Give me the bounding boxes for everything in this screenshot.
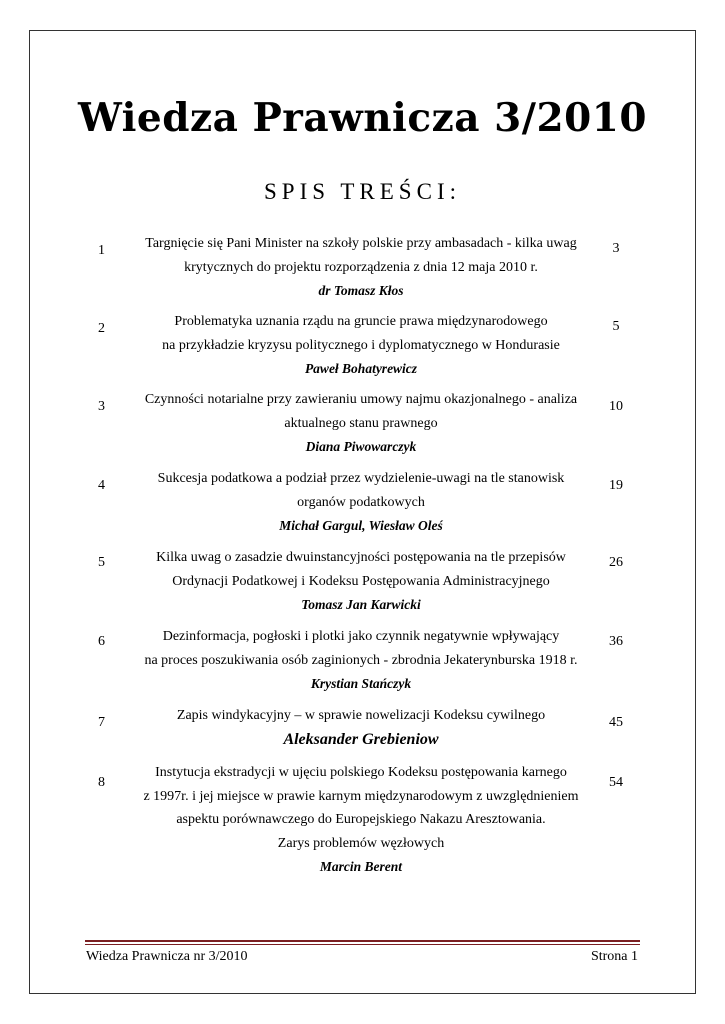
entry-page-number: 3 [612,241,620,256]
footer-journal-name: Wiedza Prawnicza nr 3/2010 [86,949,248,964]
entry-title-line: Instytucja ekstradycji w ujęciu polskiego Kodeksu postępowania karnego [155,765,567,780]
entry-title-line: Dezinformacja, pogłoski i plotki jako czynnik negatywnie wpływający [162,629,560,644]
entry-title-line: na proces poszukiwania osób zaginionych - zbrodnia Jekaterynburska 1918 r. [144,652,578,668]
entry-author: Diana Piwowarczyk [305,439,417,454]
entry-author: dr Tomasz Kłos [318,283,404,298]
entry-body [130,761,592,878]
entry-page-number: 54 [609,775,623,790]
entry-number: 8 [98,775,105,790]
entry-title-line: aspektu porównawczego do Europejskiego Nakazu Aresztowania. [176,812,546,827]
entry-body [130,546,592,616]
entry-title-line: aktualnego stanu prawnego [284,415,438,431]
footer-page-label: Strona 1 [590,949,638,964]
entry-page-number: 19 [609,478,623,493]
entry-title-line: Problematyka uznania rządu na gruncie prawa międzynarodowego [174,314,548,329]
entry-number: 6 [98,634,105,649]
entry-title-line: Targnięcie się Pani Minister na szkoły polskie przy ambasadach - kilka uwag [145,236,577,251]
entry-body [130,467,592,537]
entry-number: 7 [98,715,105,730]
entry-author: Tomasz Jan Karwicki [301,597,421,612]
entry-page-number: 5 [612,319,620,334]
entry-body [130,310,592,380]
entry-title-line: na przykładzie kryzysu politycznego i dyplomatycznego w Hondurasie [162,337,560,353]
entry-author: Aleksander Grebieniow [283,730,439,748]
entry-number: 3 [98,399,105,414]
entry-number: 5 [98,555,105,570]
entry-body [130,232,592,302]
entry-body [130,625,592,695]
entry-number: 4 [98,478,105,493]
entry-number: 2 [98,321,105,336]
entry-author: Michał Gargul, Wiesław Oleś [279,518,443,533]
entry-title-line: Zapis windykacyjny – w sprawie nowelizacji Kodeksu cywilnego [176,708,546,723]
entry-title-line: Zarys problemów węzłowych [277,835,445,851]
entry-page-number: 36 [609,634,623,649]
entry-page-number: 45 [609,715,623,730]
entry-title-line: Ordynacji Podatkowej i Kodeksu Postępowania Administracyjnego [172,573,550,589]
entry-number: 1 [98,243,105,258]
entry-title-line: organów podatkowych [297,494,425,510]
table-of-contents-heading: SPIS TREŚCI: [264,179,461,204]
entry-title-line: Sukcesja podatkowa a podział przez wydzielenie-uwagi na tle stanowisk [157,471,565,486]
entry-author: Marcin Berent [319,859,403,874]
footer-rule [85,944,640,945]
footer-rule [85,940,640,942]
entry-title-line: Czynności notarialne przy zawieraniu umowy najmu okazjonalnego - analiza [144,392,578,407]
entry-title-line: z 1997r. i jej miejsce w prawie karnym międzynarodowym z uwzględnieniem [143,788,579,804]
entry-title-line: krytycznych do projektu rozporządzenia z dnia 12 maja 2010 r. [184,259,538,275]
entry-title-line: Kilka uwag o zasadzie dwuinstancyjności postępowania na tle przepisów [156,550,566,565]
entry-body [130,704,592,751]
entry-page-number: 10 [609,399,623,414]
entry-page-number: 26 [609,555,623,570]
document-title: Wiedza Prawnicza 3/2010 [77,95,648,141]
entry-body [130,388,592,458]
entry-author: Paweł Bohatyrewicz [304,361,418,376]
entry-author: Krystian Stańczyk [310,676,412,691]
